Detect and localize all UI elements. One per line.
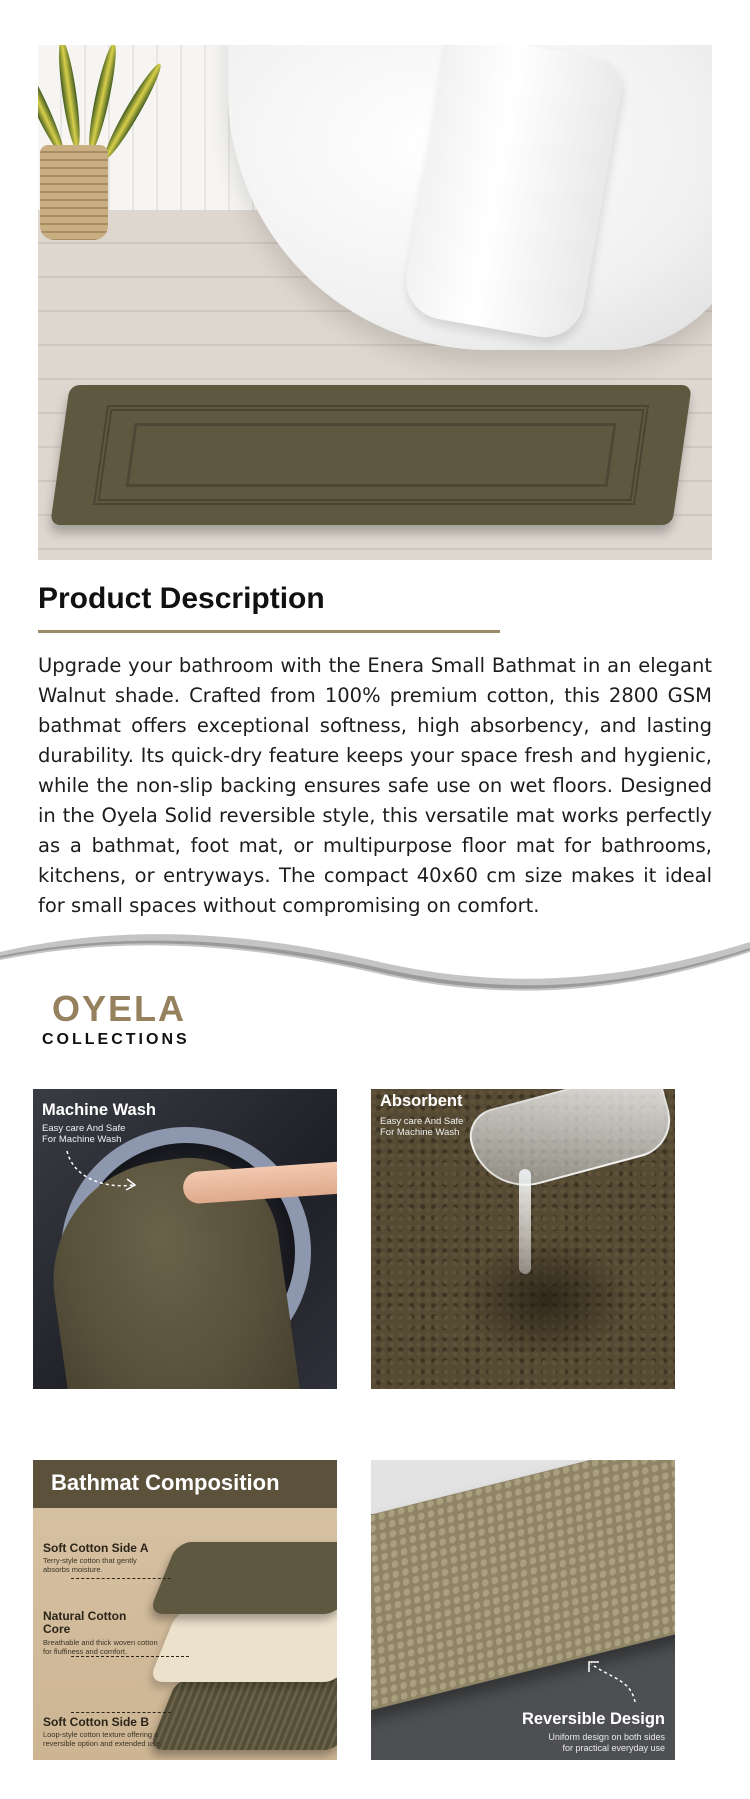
feature-subtitle	[42, 1123, 125, 1145]
brand-subtitle: COLLECTIONS	[42, 1031, 190, 1048]
dotted-arrow-icon	[63, 1147, 143, 1197]
glass-jug	[463, 1089, 675, 1198]
side-a-label: Soft Cotton Side A	[43, 1541, 149, 1555]
feature-subtitle-line: for practical everyday use	[562, 1743, 665, 1753]
side-a-note: Terry-style cotton that gently absorbs moisture.	[43, 1556, 137, 1574]
plant-pot	[40, 145, 108, 240]
water-puddle	[461, 1239, 631, 1359]
feature-subtitle-line: For Machine Wash	[42, 1134, 122, 1145]
feature-subtitle	[548, 1732, 665, 1754]
dotted-arrow-icon	[581, 1656, 641, 1706]
title-underline	[38, 630, 500, 633]
feature-composition	[33, 1460, 337, 1760]
core-note: Breathable and thick woven cotton for fluffiness and comfort.	[43, 1638, 158, 1656]
feature-subtitle-line: For Machine Wash	[380, 1127, 460, 1138]
feature-subtitle	[380, 1116, 463, 1138]
layer-side-b	[148, 1678, 337, 1750]
composition-banner	[33, 1460, 337, 1508]
product-description-text: Upgrade your bathroom with the Enera Small Bathmat in an elegant Walnut shade. Crafted from 100% premium cotton, this 2800 GSM bathmat offers exceptional softness, high absorbency, and lasting durability. Its quick-dry feature keeps your space fresh and hygienic, while the non-slip backing ensures safe use on wet floors. Designed in the Oyela Solid reversible style, this versatile mat works perfectly as a bathmat, foot mat, or multipurpose floor mat for bathrooms, kitchens, or entryways. The compact 40x60 cm size makes it ideal for small spaces without compromising on comfort.	[38, 654, 712, 917]
feature-subtitle-line: Uniform design on both sides	[548, 1732, 665, 1742]
feature-title: Absorbent	[380, 1092, 463, 1110]
product-description-title: Product Description	[38, 582, 325, 615]
side-b-note: Loop-style cotton texture offering a reversible option and extended use.	[43, 1730, 162, 1748]
feature-subtitle-line: Easy care And Safe	[380, 1116, 464, 1127]
brand-logo: OYELA	[52, 988, 187, 1029]
feature-title: Reversible Design	[521, 1710, 665, 1728]
leader-line	[71, 1578, 171, 1579]
layer-side-a	[148, 1542, 337, 1614]
layer-core	[148, 1610, 337, 1682]
core-label-line: Core	[43, 1622, 71, 1636]
core-label-line: Natural Cotton	[43, 1609, 127, 1623]
leader-line	[71, 1656, 189, 1657]
feature-reversible	[371, 1460, 675, 1760]
core-label	[43, 1610, 126, 1636]
feature-subtitle-line: Easy care And Safe	[42, 1123, 126, 1134]
feature-absorbent	[371, 1089, 675, 1389]
feature-machine-wash	[33, 1089, 337, 1389]
hero-product-image	[38, 45, 712, 560]
bathmat	[50, 385, 692, 525]
side-b-label: Soft Cotton Side B	[43, 1715, 149, 1729]
composition-title: Bathmat Composition	[51, 1470, 280, 1495]
feature-title: Machine Wash	[42, 1101, 156, 1119]
leader-line	[71, 1712, 171, 1713]
